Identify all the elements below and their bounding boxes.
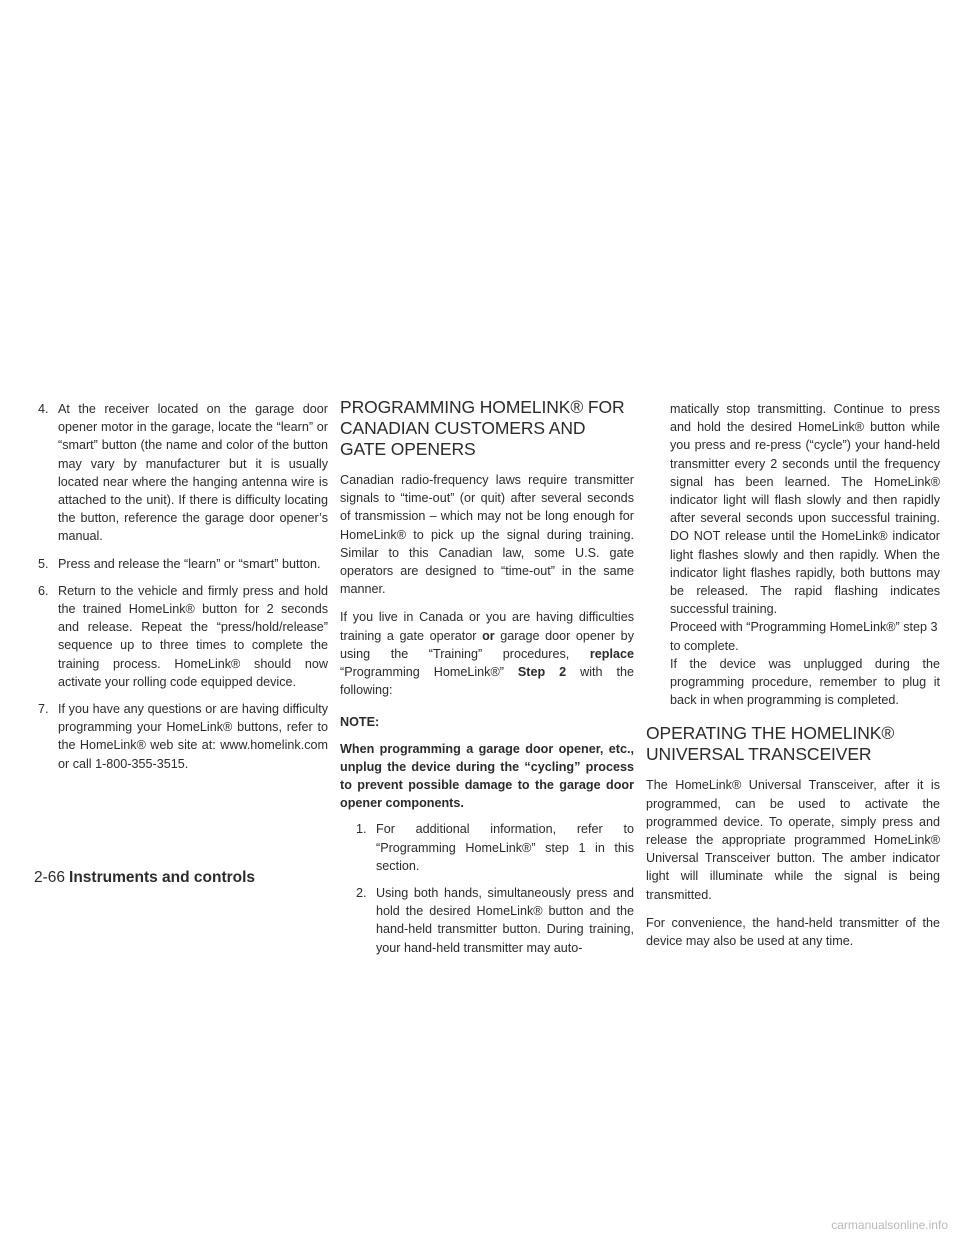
unplugged-line: If the device was unplugged during the programming procedure, remember to plug it back in when programming is completed. (670, 656, 940, 708)
canadian-instruction-paragraph (340, 608, 634, 699)
step-number: 1. (356, 822, 367, 837)
text-run-bold: replace (589, 646, 634, 661)
canadian-steps-list (340, 820, 634, 956)
list-item (34, 700, 328, 773)
note-body: When programming a garage door opener, etc., unplug the device during the “cycling” process to prevent possible damage to the garage door opener components. (340, 741, 634, 811)
step-number: 2. (356, 886, 367, 901)
watermark: carmanualsonline.info (831, 1218, 948, 1232)
note-label: NOTE: (340, 715, 380, 730)
text-run-bold: Step 2 (517, 665, 567, 680)
step-number: 6. (38, 583, 49, 598)
text-run: garage door opener by using the “Training” procedures, (340, 628, 634, 661)
step-text: For additional information, refer to “Programming HomeLink®” step 1 in this section. (376, 822, 634, 873)
text-run-bold: or (482, 628, 495, 643)
list-item (34, 555, 328, 573)
section-heading-operating: OPERATING THE HOMELINK® UNIVERSAL TRANSCEIVER (646, 723, 895, 765)
column-left (34, 400, 328, 782)
step-number: 4. (38, 402, 49, 416)
step-text: At the receiver located on the garage door opener motor in the garage, locate the “learn” or “smart” button (the name and color of the button may vary by manufacturer but it is usually located near where the hanging antenna wire is attached to the unit). If there is difficulty locating the button, reference the garage door opener’s manual. (58, 402, 328, 544)
operating-paragraph: The HomeLink® Universal Transceiver, after it is programmed, can be used to activate the programmed device. To operate, simply press and release the appropriate programmed HomeLink® Universal Transceiver button. The amber indicator light will illuminate while the signal is being transmitted. (646, 778, 940, 902)
text-run: “Programming HomeLink®” (340, 665, 518, 680)
step-text: Using both hands, simultaneously press and hold the desired HomeLink® button and the hand-held transmitter button. During training, your hand-held transmitter may auto- (376, 886, 634, 955)
convenience-paragraph: For convenience, the hand-held transmitter of the device may also be used at any time. (646, 915, 940, 949)
text-run: If you live in Canada or you are having difficulties training a gate operator (340, 610, 634, 643)
list-item (340, 820, 634, 875)
canadian-law-paragraph: Canadian radio-frequency laws require transmitter signals to “time-out” (or quit) after several seconds of transmission – which may not be long enough for HomeLink® to pick up the signal during training. Similar to this Canadian law, some U.S. gate operators are designed to “time-out” in the same manner. (340, 473, 634, 597)
footer-section-title: Instruments and controls (69, 869, 256, 886)
proceed-line: Proceed with “Programming HomeLink®” step 3 to complete. (670, 620, 938, 653)
list-item (340, 884, 634, 957)
step-2-continuation: matically stop transmitting. Continue to press and hold the desired HomeLink® button while you press and re-press (“cycle”) your hand-held transmitter every 2 seconds until the frequency signal has been learned. The HomeLink® indicator light will flash slowly and then rapidly after several seconds upon successful training. DO NOT release until the HomeLink® indicator light flashes slowly and then rapidly. When the indicator light flashes rapidly, both buttons may be released. The rapid flashing indicates successful training. (670, 402, 940, 617)
list-item (34, 582, 328, 691)
column-middle (340, 397, 634, 966)
page-number: 2-66 (34, 869, 66, 886)
step-text: Press and release the “learn” or “smart” button. (58, 556, 321, 571)
section-heading-canadian: PROGRAMMING HOMELINK® FOR CANADIAN CUSTOMERS AND GATE OPENERS (340, 397, 625, 459)
training-steps-list (34, 400, 328, 773)
step-text: If you have any questions or are having difficulty programming your HomeLink® buttons, refer to the HomeLink® web site at: www.homelink.com or call 1-800-355-3515. (58, 702, 328, 771)
step-number: 7. (38, 702, 49, 717)
text-run: with the following: (340, 665, 634, 698)
page-footer (34, 868, 255, 888)
step-number: 5. (38, 556, 49, 571)
list-item (34, 400, 328, 546)
step-text: Return to the vehicle and firmly press and hold the trained HomeLink® button for 2 seconds and release. Repeat the “press/hold/release” sequence up to three times to complete the training process. HomeLink® should now activate your rolling code equipped device. (58, 583, 328, 689)
column-right (646, 400, 940, 960)
